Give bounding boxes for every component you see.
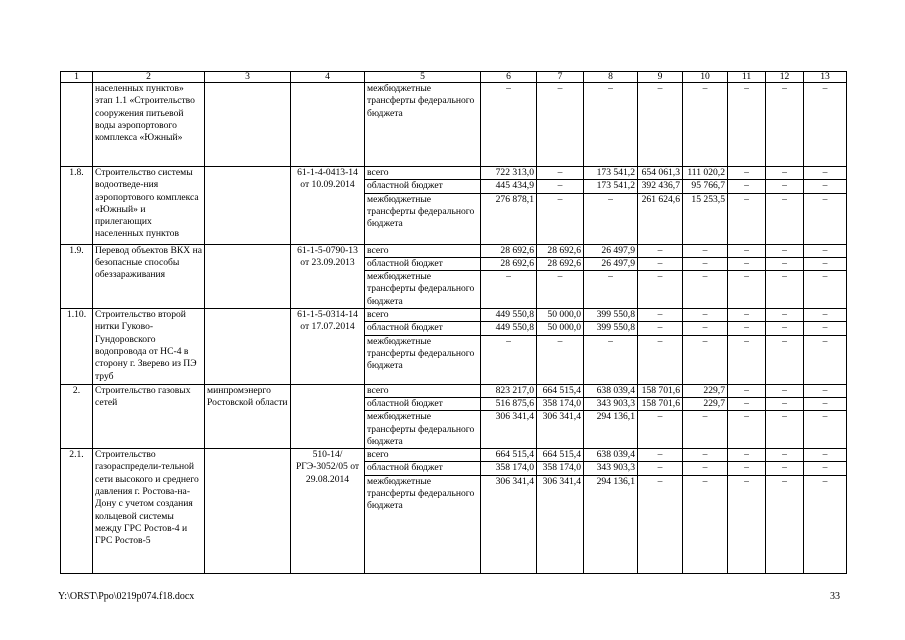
value-cell: – [683, 244, 728, 257]
value-cell: 306 341,4 [537, 411, 584, 449]
budget-table [60, 71, 847, 574]
value-cell: – [537, 193, 584, 244]
value-cell: 664 515,4 [537, 384, 584, 397]
value-cell: – [804, 384, 847, 397]
value-cell: – [728, 462, 766, 475]
value-cell: 638 039,4 [584, 384, 638, 397]
value-cell: 229,7 [683, 397, 728, 410]
value-cell: – [683, 309, 728, 322]
value-cell: – [804, 462, 847, 475]
item-name: Строительство газовых сетей [93, 384, 205, 448]
funding-source: всего [365, 309, 481, 322]
value-cell: 28 692,6 [481, 244, 537, 257]
value-cell: – [728, 475, 766, 573]
value-cell: – [683, 449, 728, 462]
document-path: Y:\ORST\Ppo\0219p074.f18.docx [58, 591, 195, 602]
row-number: 1.9. [61, 244, 93, 308]
funding-source: областной бюджет [365, 180, 481, 193]
value-cell: – [766, 384, 804, 397]
value-cell: – [584, 271, 638, 309]
value-cell: – [728, 411, 766, 449]
value-cell: 516 875,6 [481, 397, 537, 410]
value-cell: – [638, 309, 683, 322]
row-number [61, 83, 93, 167]
value-cell: – [766, 180, 804, 193]
value-cell: 294 136,1 [584, 475, 638, 573]
document-cell [291, 384, 365, 448]
value-cell: 449 550,8 [481, 309, 537, 322]
col-header: 4 [291, 72, 365, 83]
value-cell: – [804, 244, 847, 257]
value-cell: – [638, 244, 683, 257]
value-cell: – [537, 271, 584, 309]
value-cell: – [638, 449, 683, 462]
value-cell: – [683, 462, 728, 475]
funding-source: областной бюджет [365, 397, 481, 410]
funding-source: межбюджетные трансферты федерального бюджета [365, 83, 481, 167]
value-cell: – [804, 397, 847, 410]
value-cell: – [766, 462, 804, 475]
value-cell: 26 497,9 [584, 257, 638, 270]
table-row [61, 83, 847, 167]
value-cell: – [804, 449, 847, 462]
value-cell: – [804, 335, 847, 384]
funding-source: межбюджетные трансферты федерального бюджета [365, 475, 481, 573]
funding-source: межбюджетные трансферты федерального бюджета [365, 411, 481, 449]
value-cell: – [728, 384, 766, 397]
row-number: 2. [61, 384, 93, 448]
funding-source: областной бюджет [365, 257, 481, 270]
value-cell: 28 692,6 [481, 257, 537, 270]
value-cell: – [638, 462, 683, 475]
value-cell: 173 541,2 [584, 180, 638, 193]
value-cell: 445 434,9 [481, 180, 537, 193]
value-cell: – [481, 83, 537, 167]
value-cell: – [766, 193, 804, 244]
funding-source: межбюджетные трансферты федерального бюджета [365, 335, 481, 384]
value-cell: 26 497,9 [584, 244, 638, 257]
value-cell: 15 253,5 [683, 193, 728, 244]
value-cell: 722 313,0 [481, 167, 537, 180]
value-cell: – [584, 335, 638, 384]
value-cell: 50 000,0 [537, 309, 584, 322]
value-cell: – [728, 167, 766, 180]
value-cell: – [766, 322, 804, 335]
funding-source: межбюджетные трансферты федерального бюджета [365, 271, 481, 309]
value-cell: 392 436,7 [638, 180, 683, 193]
value-cell: – [683, 335, 728, 384]
executor-cell [205, 83, 291, 167]
value-cell: – [537, 335, 584, 384]
col-header: 11 [728, 72, 766, 83]
col-header: 12 [766, 72, 804, 83]
page-number: 33 [830, 591, 840, 602]
executor-cell: минпромэнерго Ростовской области [205, 384, 291, 448]
row-number: 2.1. [61, 449, 93, 574]
value-cell: – [638, 271, 683, 309]
value-cell: – [728, 397, 766, 410]
value-cell: – [766, 397, 804, 410]
value-cell: – [728, 271, 766, 309]
item-name: Строительство системы водоотведе-ния аэропортового комплекса «Южный» и прилегающих населенных пунктов [93, 167, 205, 245]
value-cell: – [804, 257, 847, 270]
col-header: 1 [61, 72, 93, 83]
value-cell: – [728, 335, 766, 384]
value-cell: – [683, 475, 728, 573]
value-cell: 306 341,4 [481, 411, 537, 449]
value-cell: – [766, 167, 804, 180]
document-cell: 510-14/РГЭ-3052/05 от 29.08.2014 [291, 449, 365, 574]
funding-source: областной бюджет [365, 322, 481, 335]
value-cell: 358 174,0 [481, 462, 537, 475]
value-cell: – [728, 244, 766, 257]
value-cell: – [638, 322, 683, 335]
value-cell: – [728, 257, 766, 270]
value-cell: 638 039,4 [584, 449, 638, 462]
value-cell: – [584, 83, 638, 167]
value-cell: – [804, 322, 847, 335]
value-cell: – [766, 475, 804, 573]
funding-source: всего [365, 384, 481, 397]
funding-source: всего [365, 449, 481, 462]
item-name: Строительство второй нитки Гуково-Гундоровского водопровода от НС-4 в сторону г. Зверево из ПЭ труб [93, 309, 205, 385]
document-cell: 61-1-5-0314-14 от 17.07.2014 [291, 309, 365, 385]
value-cell: – [638, 335, 683, 384]
col-header: 6 [481, 72, 537, 83]
funding-source: областной бюджет [365, 462, 481, 475]
value-cell: – [537, 167, 584, 180]
value-cell: – [584, 193, 638, 244]
executor-cell [205, 309, 291, 385]
value-cell: 449 550,8 [481, 322, 537, 335]
table-row [61, 167, 847, 180]
value-cell: 173 541,2 [584, 167, 638, 180]
col-header: 3 [205, 72, 291, 83]
value-cell: – [766, 271, 804, 309]
value-cell: 358 174,0 [537, 397, 584, 410]
value-cell: – [537, 83, 584, 167]
value-cell: – [766, 449, 804, 462]
value-cell: – [804, 271, 847, 309]
value-cell: 399 550,8 [584, 309, 638, 322]
value-cell: – [728, 193, 766, 244]
value-cell: 358 174,0 [537, 462, 584, 475]
value-cell: – [537, 180, 584, 193]
value-cell: – [766, 83, 804, 167]
funding-source: межбюджетные трансферты федерального бюджета [365, 193, 481, 244]
col-header: 9 [638, 72, 683, 83]
value-cell: – [683, 411, 728, 449]
value-cell: 28 692,6 [537, 244, 584, 257]
row-number: 1.8. [61, 167, 93, 245]
value-cell: 306 341,4 [481, 475, 537, 573]
table-row [61, 309, 847, 322]
col-header: 10 [683, 72, 728, 83]
value-cell: – [766, 257, 804, 270]
executor-cell [205, 244, 291, 308]
value-cell: 664 515,4 [537, 449, 584, 462]
value-cell: – [766, 309, 804, 322]
value-cell: – [728, 180, 766, 193]
value-cell: – [728, 309, 766, 322]
value-cell: 654 061,3 [638, 167, 683, 180]
value-cell: – [683, 83, 728, 167]
funding-source: всего [365, 167, 481, 180]
value-cell: 664 515,4 [481, 449, 537, 462]
col-header: 5 [365, 72, 481, 83]
col-header: 2 [93, 72, 205, 83]
value-cell: – [804, 83, 847, 167]
value-cell: – [683, 322, 728, 335]
value-cell: 343 903,3 [584, 462, 638, 475]
value-cell: 294 136,1 [584, 411, 638, 449]
document-cell [291, 83, 365, 167]
value-cell: – [766, 411, 804, 449]
col-header: 7 [537, 72, 584, 83]
value-cell: – [804, 193, 847, 244]
executor-cell [205, 449, 291, 574]
header-row [61, 72, 847, 83]
table-row [61, 384, 847, 397]
value-cell: – [638, 257, 683, 270]
table-row [61, 449, 847, 462]
col-header: 13 [804, 72, 847, 83]
value-cell: 111 020,2 [683, 167, 728, 180]
value-cell: 158 701,6 [638, 384, 683, 397]
document-cell: 61-1-4-0413-14 от 10.09.2014 [291, 167, 365, 245]
value-cell: 50 000,0 [537, 322, 584, 335]
document-cell: 61-1-5-0790-13 от 23.09.2013 [291, 244, 365, 308]
value-cell: – [728, 83, 766, 167]
value-cell: 276 878,1 [481, 193, 537, 244]
value-cell: – [804, 411, 847, 449]
value-cell: – [766, 335, 804, 384]
value-cell: 399 550,8 [584, 322, 638, 335]
value-cell: 306 341,4 [537, 475, 584, 573]
col-header: 8 [584, 72, 638, 83]
value-cell: – [683, 271, 728, 309]
value-cell: – [683, 257, 728, 270]
value-cell: – [638, 411, 683, 449]
value-cell: 229,7 [683, 384, 728, 397]
row-number: 1.10. [61, 309, 93, 385]
value-cell: 28 692,6 [537, 257, 584, 270]
value-cell: 158 701,6 [638, 397, 683, 410]
value-cell: – [638, 475, 683, 573]
value-cell: – [804, 475, 847, 573]
funding-source: всего [365, 244, 481, 257]
executor-cell [205, 167, 291, 245]
value-cell: 823 217,0 [481, 384, 537, 397]
value-cell: – [804, 180, 847, 193]
table-row [61, 244, 847, 257]
value-cell: – [638, 83, 683, 167]
value-cell: – [766, 244, 804, 257]
value-cell: 95 766,7 [683, 180, 728, 193]
item-name: Перевод объектов ВКХ на безопасные способы обеззараживания [93, 244, 205, 308]
value-cell: – [481, 335, 537, 384]
value-cell: 261 624,6 [638, 193, 683, 244]
value-cell: – [804, 309, 847, 322]
value-cell: – [728, 322, 766, 335]
value-cell: – [481, 271, 537, 309]
item-name: Строительство газораспредели-тельной сети высокого и среднего давления г. Ростова-на-Дону с учетом создания кольцевой системы между ГРС Ростов-4 и ГРС Ростов-5 [93, 449, 205, 574]
value-cell: – [728, 449, 766, 462]
value-cell: – [804, 167, 847, 180]
item-name: населенных пунктов» этап 1.1 «Строительство сооружения питьевой воды аэропортового комплекса «Южный» [93, 83, 205, 167]
value-cell: 343 903,3 [584, 397, 638, 410]
